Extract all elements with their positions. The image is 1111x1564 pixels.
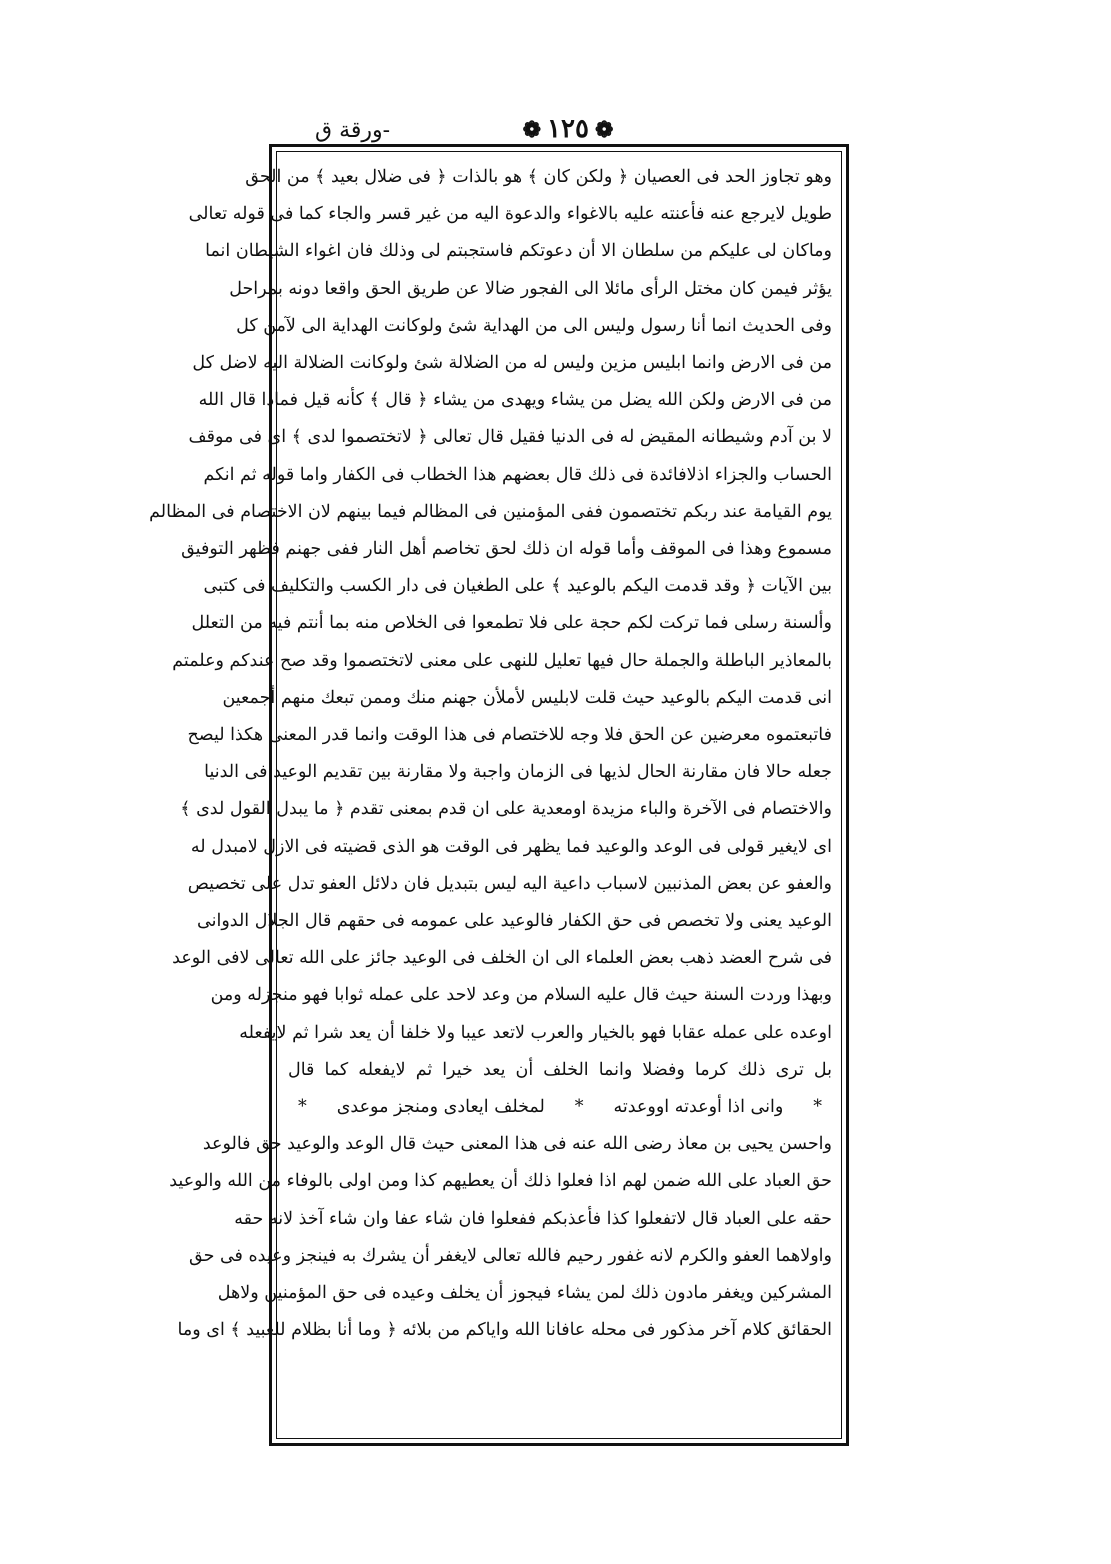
text-line: وبهذا وردت السنة حيث قال عليه السلام من وعد لاحد على عمله ثوابا فهو منجزله ومن: [210, 985, 832, 1006]
text-line: الوعيد يعنى ولا تخصص فى حق الكفار فالوعيد على عمومه فى حقهم قال الجلال الدوانى: [197, 911, 832, 932]
page-number-text: ١٢٥: [547, 114, 589, 144]
text-line: يوم القيامة عند ربكم تختصمون ففى المؤمنين فى المظالم فيما بينهم لان الاختصام فى المظالم: [149, 501, 832, 522]
text-line: جعله حالا فان مقارنة الحال لذيها فى الزمان واجبة ولا مقارنة بين تقديم الوعيد فى الدنيا: [204, 762, 832, 783]
text-line: وهو تجاوز الحد فى العصيان ﴿ ولكن كان ﴾ هو بالذات ﴿ فى ضلال بعيد ﴾ من الحق: [245, 167, 832, 187]
text-line: بالمعاذير الباطلة والجملة حال فيها تعليل للنهى على معنى لاتختصموا وقد صح عندكم وعلمتم: [172, 650, 832, 671]
text-line: لا بن آدم وشيطانه المقيض له فى الدنيا فقيل قال تعالى ﴿ لاتختصموا لدى ﴾ اى فى موقف: [188, 427, 832, 448]
text-line: انى قدمت اليكم بالوعيد حيث قلت لابليس لأملأن جهنم منك وممن تبعك منهم أجمعين: [222, 687, 832, 708]
text-line: وألسنة رسلى فما تركت لكم حجة على فلا تطمعوا فى الخلاص منه بما أنتم فيه من التعلل: [191, 613, 832, 634]
text-line: فاتبعتموه معرضين عن الحق فلا وجه للاختصام فى هذا الوقت وانما قدر المعنى هكذا ليصح: [187, 725, 832, 746]
header-label: -ورقة ق: [315, 118, 391, 143]
text-line: مسموع وهذا فى الموقف وأما قوله ان ذلك لحق تخاصم أهل النار ففى جهنم فظهر التوفيق: [181, 539, 832, 560]
verse-hemistich-2: لمخلف ايعادى ومنجز موعدى: [336, 1097, 545, 1118]
text-line: والاختصام فى الآخرة والباء مزيدة اومعدية على ان قدم بمعنى تقدم ﴿ ما يبدل القول لدى ﴾: [180, 799, 832, 820]
text-line: الحساب والجزاء اذلافائدة فى ذلك قال بعضهم هذا الخطاب فى الكفار واما قوله ثم انكم: [203, 464, 832, 485]
ornament-left-icon: ❁: [594, 117, 614, 143]
text-line: حقه على العباد قال لاتفعلوا كذا فأعذبكم ففعلوا فان شاء عفا وان شاء آخذ لانه حقه: [234, 1208, 832, 1229]
ornament-right-icon: ❁: [522, 117, 542, 143]
text-line: من فى الارض ولكن الله يضل من يشاء ويهدى من يشاء ﴿ قال ﴾ كأنه قيل فماذا قال الله: [198, 390, 832, 411]
page-header: [285, 108, 851, 148]
text-line: يؤثر فيمن كان مختل الرأى مائلا الى الفجور ضالا عن طريق الحق واقعا دونه بمراحل: [229, 278, 832, 299]
text-line: وماكان لى عليكم من سلطان الا أن دعوتكم فاستجبتم لى وذلك فان اغواء الشيطان انما: [205, 241, 832, 262]
text-line: حق العباد على الله ضمن لهم اذا فعلوا ذلك أن يعطيهم كذا ومن اولى بالوفاء من الله والوعيد: [169, 1171, 832, 1192]
verse-star-icon: *: [813, 1097, 822, 1118]
text-line: اى لايغير قولى فى الوعد والوعيد فما يظهر فى الوقت هو الذى قضيته فى الازل لامبدل له: [190, 836, 832, 857]
text-line: واحسن يحيى بن معاذ رضى الله عنه فى هذا المعنى حيث قال الوعد والوعيد حق فالوعد: [202, 1134, 832, 1155]
text-line: والعفو عن بعض المذنبين لاسباب داعية اليه ليس بتبديل فان دلائل العفو تدل على تخصيص: [187, 873, 832, 894]
text-line: واولاهما العفو والكرم لانه غفور رحيم فالله تعالى لايغفر أن يشرك به فينجز وعيده فى حق: [189, 1245, 832, 1266]
text-frame: [149, 144, 849, 1446]
text-line: طويل لايرجع عنه فأعنته عليه بالاغواء والدعوة اليه من غير قسر والجاء كما فى قوله تعالى: [188, 204, 832, 225]
text-line: بين الآيات ﴿ وقد قدمت اليكم بالوعيد ﴾ على الطغيان فى دار الكسب والتكليف فى كتبى: [203, 576, 832, 597]
poetry-verse: [288, 1089, 832, 1126]
text-line: المشركين ويغفر مادون ذلك لمن يشاء فيجوز أن يخلف وعيده فى حق المؤمنين ولاهل: [217, 1283, 832, 1304]
verse-star-icon: *: [298, 1097, 307, 1118]
text-line: اوعده على عمله عقابا فهو بالخيار والعرب لاتعد عيبا ولا خلفا أن يعد شرا ثم لايفعله: [239, 1022, 832, 1043]
verse-star-icon: *: [574, 1097, 584, 1118]
text-line: الحقائق كلام آخر مذكور فى محله عافانا الله واياكم من بلائه ﴿ وما أنا بظلام للعبيد ﴾ اى وما: [177, 1320, 832, 1341]
text-line: فى شرح العضد ذهب بعض العلماء الى ان الخلف فى الوعيد جائز على الله تعالى لافى الوعد: [172, 948, 832, 969]
text-line: وفى الحديث انما أنا رسول وليس الى من الهداية شئ ولوكانت الهداية الى لآمن كل: [236, 315, 832, 336]
text-body: [149, 159, 832, 1350]
verse-hemistich-1: وانى اذا أوعدته اووعدته: [613, 1097, 784, 1118]
text-line: بل ترى ذلك كرما وفضلا وانما الخلف أن يعد خيرا ثم لايفعله كما قال: [288, 1059, 832, 1080]
text-line: من فى الارض وانما ابليس مزين وليس له من الضلالة شئ ولوكانت الضلالة اليه لاضل كل: [192, 353, 832, 374]
